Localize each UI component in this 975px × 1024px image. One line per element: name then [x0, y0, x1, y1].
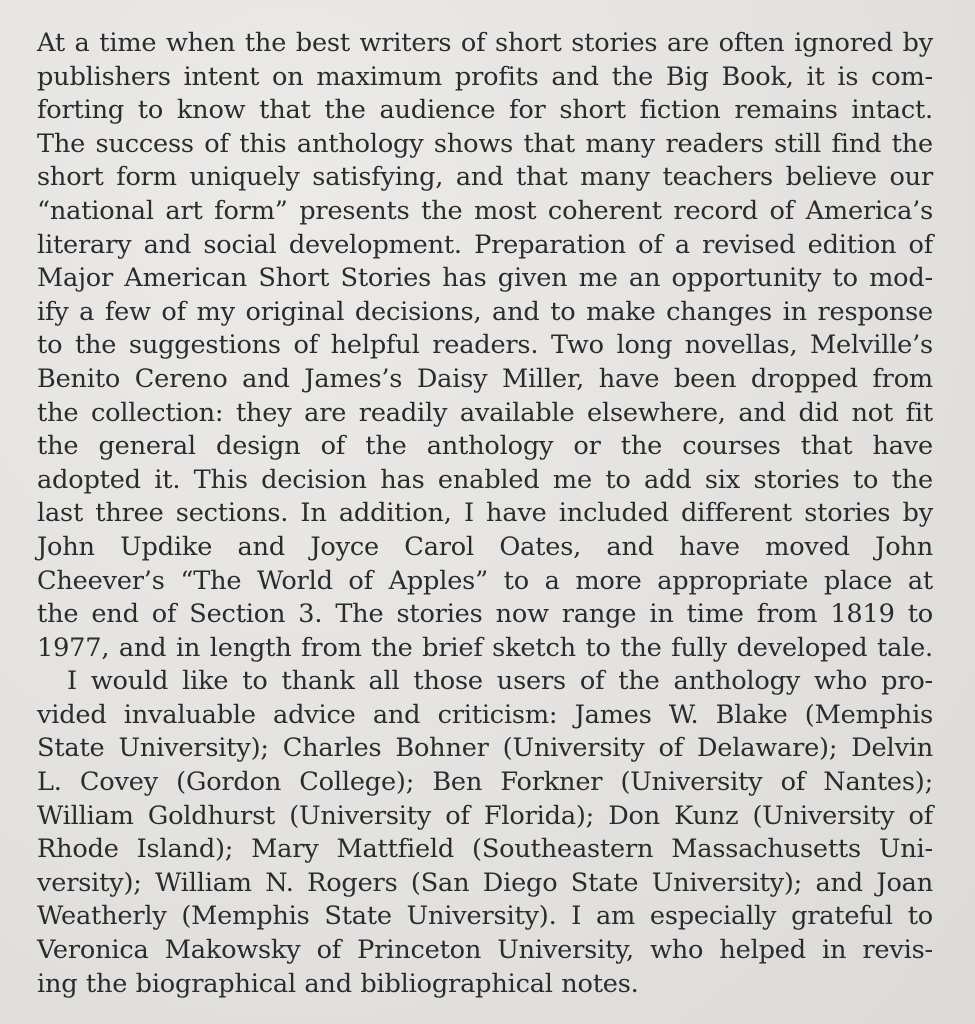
- text-line: Cheever’s “The World of Apples” to a more appropriate place at: [37, 565, 933, 596]
- text-line: ing the biographical and bibliographical notes.: [37, 968, 639, 999]
- text-line: short form uniquely satisfying, and that many teachers believe our: [37, 162, 933, 193]
- text-line: versity); William N. Rogers (San Diego State University); and Joan: [37, 867, 933, 898]
- text-line: John Updike and Joyce Carol Oates, and have moved John: [37, 531, 933, 562]
- paragraph-1: [37, 27, 933, 665]
- text-line: William Goldhurst (University of Florida); Don Kunz (University of: [37, 800, 933, 831]
- paragraph-2: [37, 665, 933, 1001]
- text-line: Benito Cereno and James’s Daisy Miller, have been dropped from: [37, 363, 933, 394]
- text-line: the end of Section 3. The stories now range in time from 1819 to: [37, 599, 933, 630]
- text-line: the collection: they are readily available elsewhere, and did not fit: [37, 397, 933, 428]
- text-line: ify a few of my original decisions, and to make changes in response: [37, 296, 933, 327]
- text-line: Weatherly (Memphis State University). I am especially grateful to: [37, 901, 933, 932]
- text-line: to the suggestions of helpful readers. Two long novellas, Melville’s: [37, 330, 933, 361]
- text-line: literary and social development. Preparation of a revised edition of: [37, 229, 933, 260]
- text-line: I would like to thank all those users of the anthology who pro-: [67, 666, 933, 697]
- text-line: Veronica Makowsky of Princeton University, who helped in revis-: [37, 935, 933, 966]
- text-line: forting to know that the audience for short fiction remains intact.: [37, 95, 933, 126]
- text-line: Rhode Island); Mary Mattfield (Southeastern Massachusetts Uni-: [37, 834, 933, 865]
- text-line: “national art form” presents the most coherent record of America’s: [37, 195, 933, 226]
- text-line: L. Covey (Gordon College); Ben Forkner (University of Nantes);: [37, 767, 933, 798]
- text-line: Major American Short Stories has given me an opportunity to mod-: [37, 263, 933, 294]
- preface-text: [37, 27, 933, 1001]
- text-line: 1977, and in length from the brief sketch to the fully developed tale.: [37, 632, 933, 663]
- text-line: publishers intent on maximum profits and the Big Book, it is com-: [37, 61, 933, 92]
- text-line: vided invaluable advice and criticism: James W. Blake (Memphis: [37, 699, 933, 730]
- text-line: State University); Charles Bohner (University of Delaware); Delvin: [37, 733, 933, 764]
- text-line: the general design of the anthology or the courses that have: [37, 431, 933, 462]
- text-line: At a time when the best writers of short stories are often ignored by: [37, 28, 933, 58]
- text-line: last three sections. In addition, I have included different stories by: [37, 498, 933, 529]
- text-line: adopted it. This decision has enabled me to add six stories to the: [37, 464, 933, 495]
- text-line: The success of this anthology shows that many readers still find the: [37, 128, 933, 159]
